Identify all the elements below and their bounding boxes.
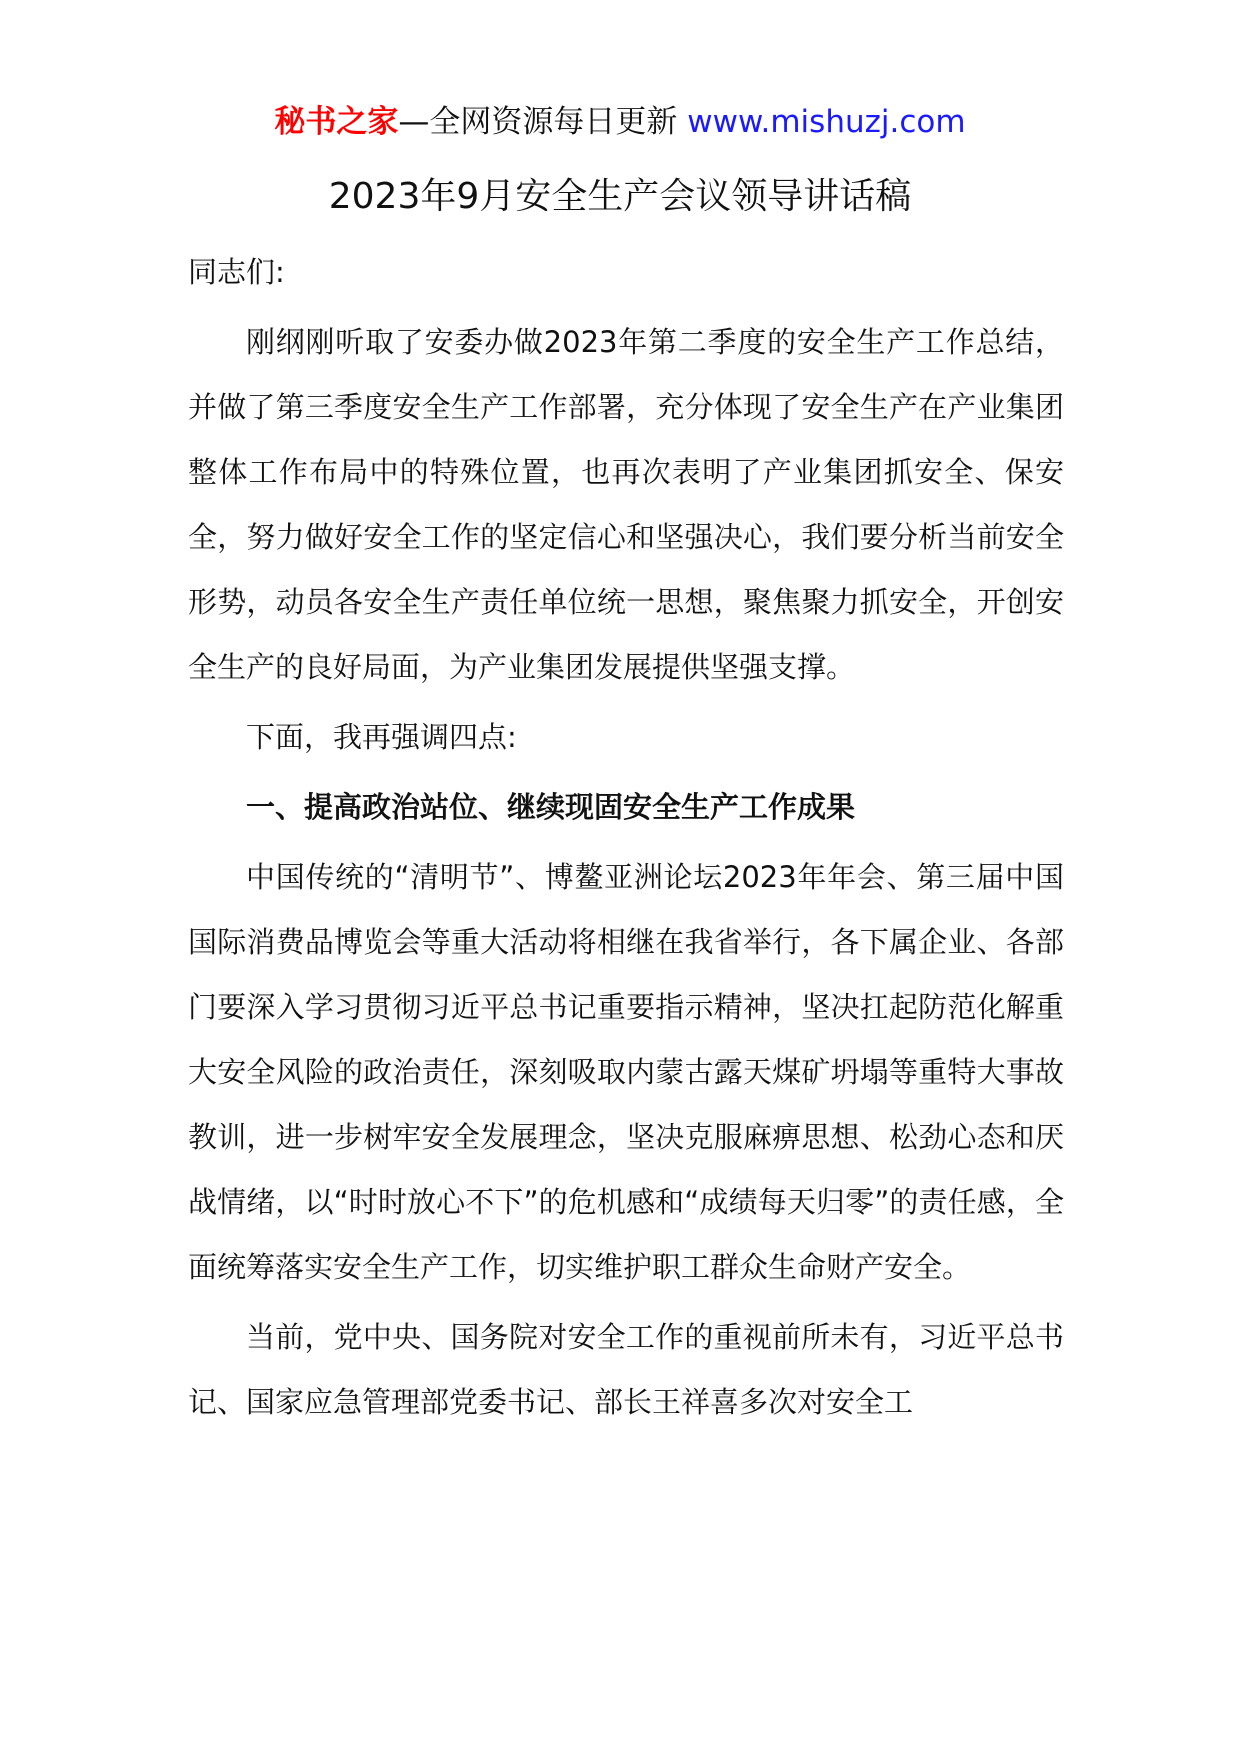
paragraph: 中国传统的“清明节”、博鳌亚洲论坛2023年年会、第三届中国国际消费品博览会等重大活动将相继在我省举行，各下属企业、各部门要深入学习贯彻习近平总书记重要指示精神，坚决扛起防范化解重大安全风险的政治责任，深刻吸取内蒙古露天煤矿坍塌等重特大事故教训，进一步树牢安全发展理念，坚决克服麻痹思想、松劲心态和厌战情绪，以“时时放心不下”的危机感和“成绩每天归零”的责任感，全面统筹落实安全生产工作，切实维护职工群众生命财产安全。 [188,860,1064,1284]
header-tagline: —全网资源每日更新 [398,104,678,140]
paragraph: 下面，我再强调四点: [246,720,517,754]
section-heading: 一、提高政治站位、继续现固安全生产工作成果 [246,790,856,824]
paragraph: 刚纲刚听取了安委办做2023年第二季度的安全生产工作总结，并做了第三季度安全生产工作部署，充分体现了安全生产在产业集团整体工作布局中的特殊位置，也再次表明了产业集团抓安全、保安全，努力做好安全工作的坚定信心和坚强决心，我们要分析当前安全形势，动员各安全生产责任单位统一思想，聚焦聚力抓安全，开创安全生产的良好局面，为产业集团发展提供坚强支撑。 [188,325,1064,684]
document-body [188,240,1064,1435]
document-title: 2023年9月安全生产会议领导讲话稿 [328,176,912,217]
site-header [0,100,1240,144]
salutation: 同志们: [188,255,285,289]
paragraph: 当前，党中央、国务院对安全工作的重视前所未有，习近平总书记、国家应急管理部党委书记、部长王祥喜多次对安全工 [188,1320,1064,1419]
site-url-link[interactable]: www.mishuzj.com [687,104,966,140]
brand-name: 秘书之家 [274,104,399,140]
